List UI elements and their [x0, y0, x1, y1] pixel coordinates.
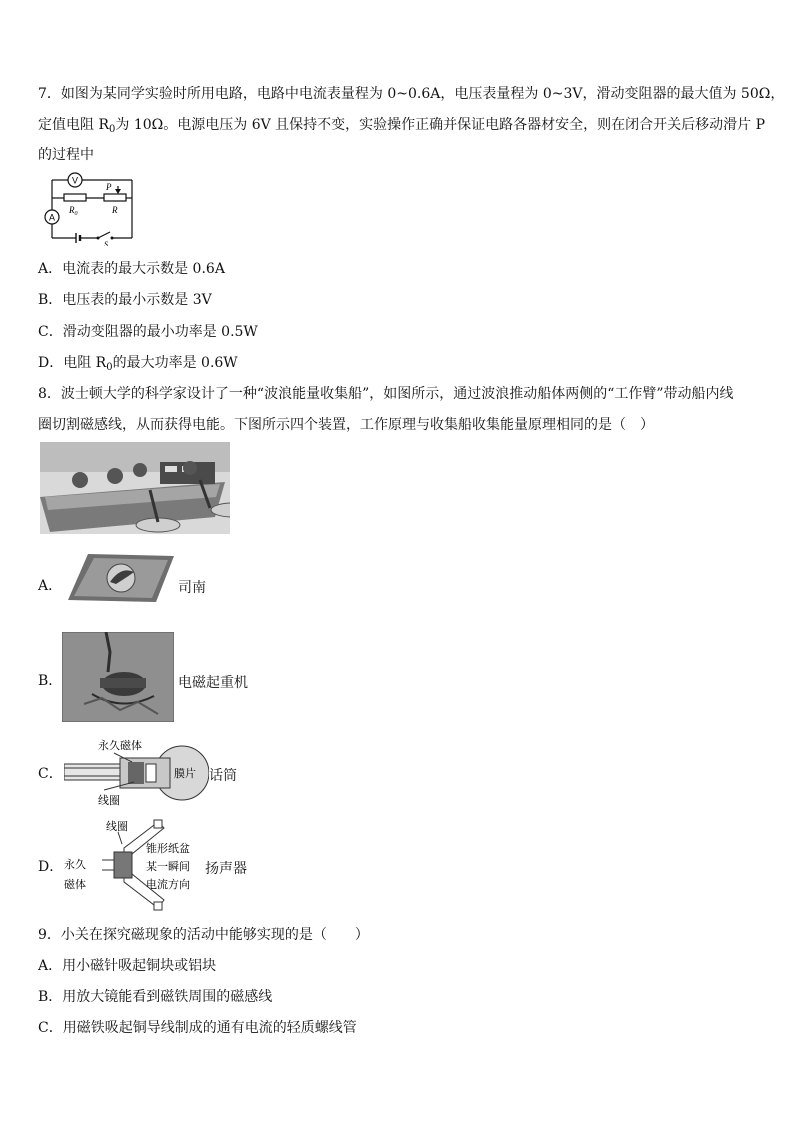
speaker-instant-label: 某一瞬间 [146, 860, 190, 873]
q9-option-c[interactable]: C．用磁铁吸起铜导线制成的通有电流的轻质螺线管 [38, 1020, 357, 1036]
q7-line2-rest: 为 10Ω。电源电压为 6V 且保持不变，实验操作正确并保证电路各器材安全，则在闭合开关后移动滑片 P [115, 117, 766, 133]
q7-option-d[interactable] [38, 354, 238, 377]
microphone-magnet-label: 永久磁体 [98, 739, 142, 752]
q8-option-d-caption: 扬声器 [205, 861, 247, 877]
r0-label: $R_0$ [69, 205, 78, 217]
voltmeter-label: V [71, 175, 79, 186]
q8-stem-line1: 8．波士顿大学的科学家设计了一种“波浪能量收集船”，如图所示，通过波浪推动船体两侧的“工作臂”带动船内线 [38, 386, 734, 402]
q7-option-d-text: D．电阻 R [38, 355, 107, 371]
microphone-film-label: 膜片 [174, 767, 196, 780]
q9-stem: 9．小关在探究磁现象的活动中能够实现的是（ ） [38, 927, 369, 943]
q8-option-c-letter[interactable]: C． [38, 766, 63, 782]
q8-stem-line2: 圈切割磁感线，从而获得电能。下图所示四个装置，工作原理与收集船收集能量原理相同的是（ ） [38, 417, 654, 433]
speaker-current-label: 电流方向 [146, 878, 190, 891]
sinan-compass-image [66, 552, 176, 604]
q8-option-b-letter[interactable]: B． [38, 673, 63, 689]
speaker-diagram [62, 818, 212, 914]
speaker-coil-label: 线圈 [106, 820, 128, 833]
electromagnetic-crane-image [62, 632, 174, 722]
speaker-cone-label: 锥形纸盆 [146, 842, 190, 855]
q7-r0-subscript: 0 [109, 124, 116, 135]
q7-option-d-rest: 的最大功率是 0.6W [112, 355, 238, 371]
q8-option-d-letter[interactable]: D． [38, 859, 64, 875]
q8-option-a-letter[interactable]: A． [38, 578, 63, 594]
wave-energy-ship-photo [40, 442, 230, 534]
r-label: R [112, 205, 118, 215]
q7-stem-line3: 的过程中 [38, 147, 94, 163]
q7-option-c[interactable]: C．滑动变阻器的最小功率是 0.5W [38, 324, 258, 340]
speaker-magnet-label-1: 永久 [64, 858, 86, 871]
q8-option-c-caption: 话筒 [209, 768, 237, 784]
q7-stem-line2 [38, 116, 765, 139]
p-label: P [106, 182, 112, 192]
switch-label: S [104, 240, 108, 246]
q7-option-a[interactable]: A．电流表的最大示数是 0.6A [38, 261, 225, 277]
q9-option-a[interactable]: A．用小磁针吸起铜块或铝块 [38, 958, 217, 974]
q7-option-b[interactable]: B．电压表的最小示数是 3V [38, 292, 212, 308]
q8-option-b-caption: 电磁起重机 [178, 675, 248, 691]
q8-option-a-caption: 司南 [178, 580, 206, 596]
microphone-coil-label: 线圈 [98, 794, 120, 807]
ammeter-label: A [48, 212, 56, 223]
microphone-diagram [64, 738, 209, 808]
speaker-magnet-label-2: 磁体 [64, 878, 86, 891]
q9-option-b[interactable]: B．用放大镜能看到磁铁周围的磁感线 [38, 989, 273, 1005]
q7-option-d-subscript: 0 [106, 362, 113, 373]
q7-stem-line1: 7．如图为某同学实验时所用电路，电路中电流表量程为 0~0.6A，电压表量程为 0~3V，滑动变阻器的最大值为 50Ω， [38, 86, 785, 102]
q7-circuit-diagram [42, 170, 142, 246]
q7-r0-text: 定值电阻 R [38, 117, 109, 133]
